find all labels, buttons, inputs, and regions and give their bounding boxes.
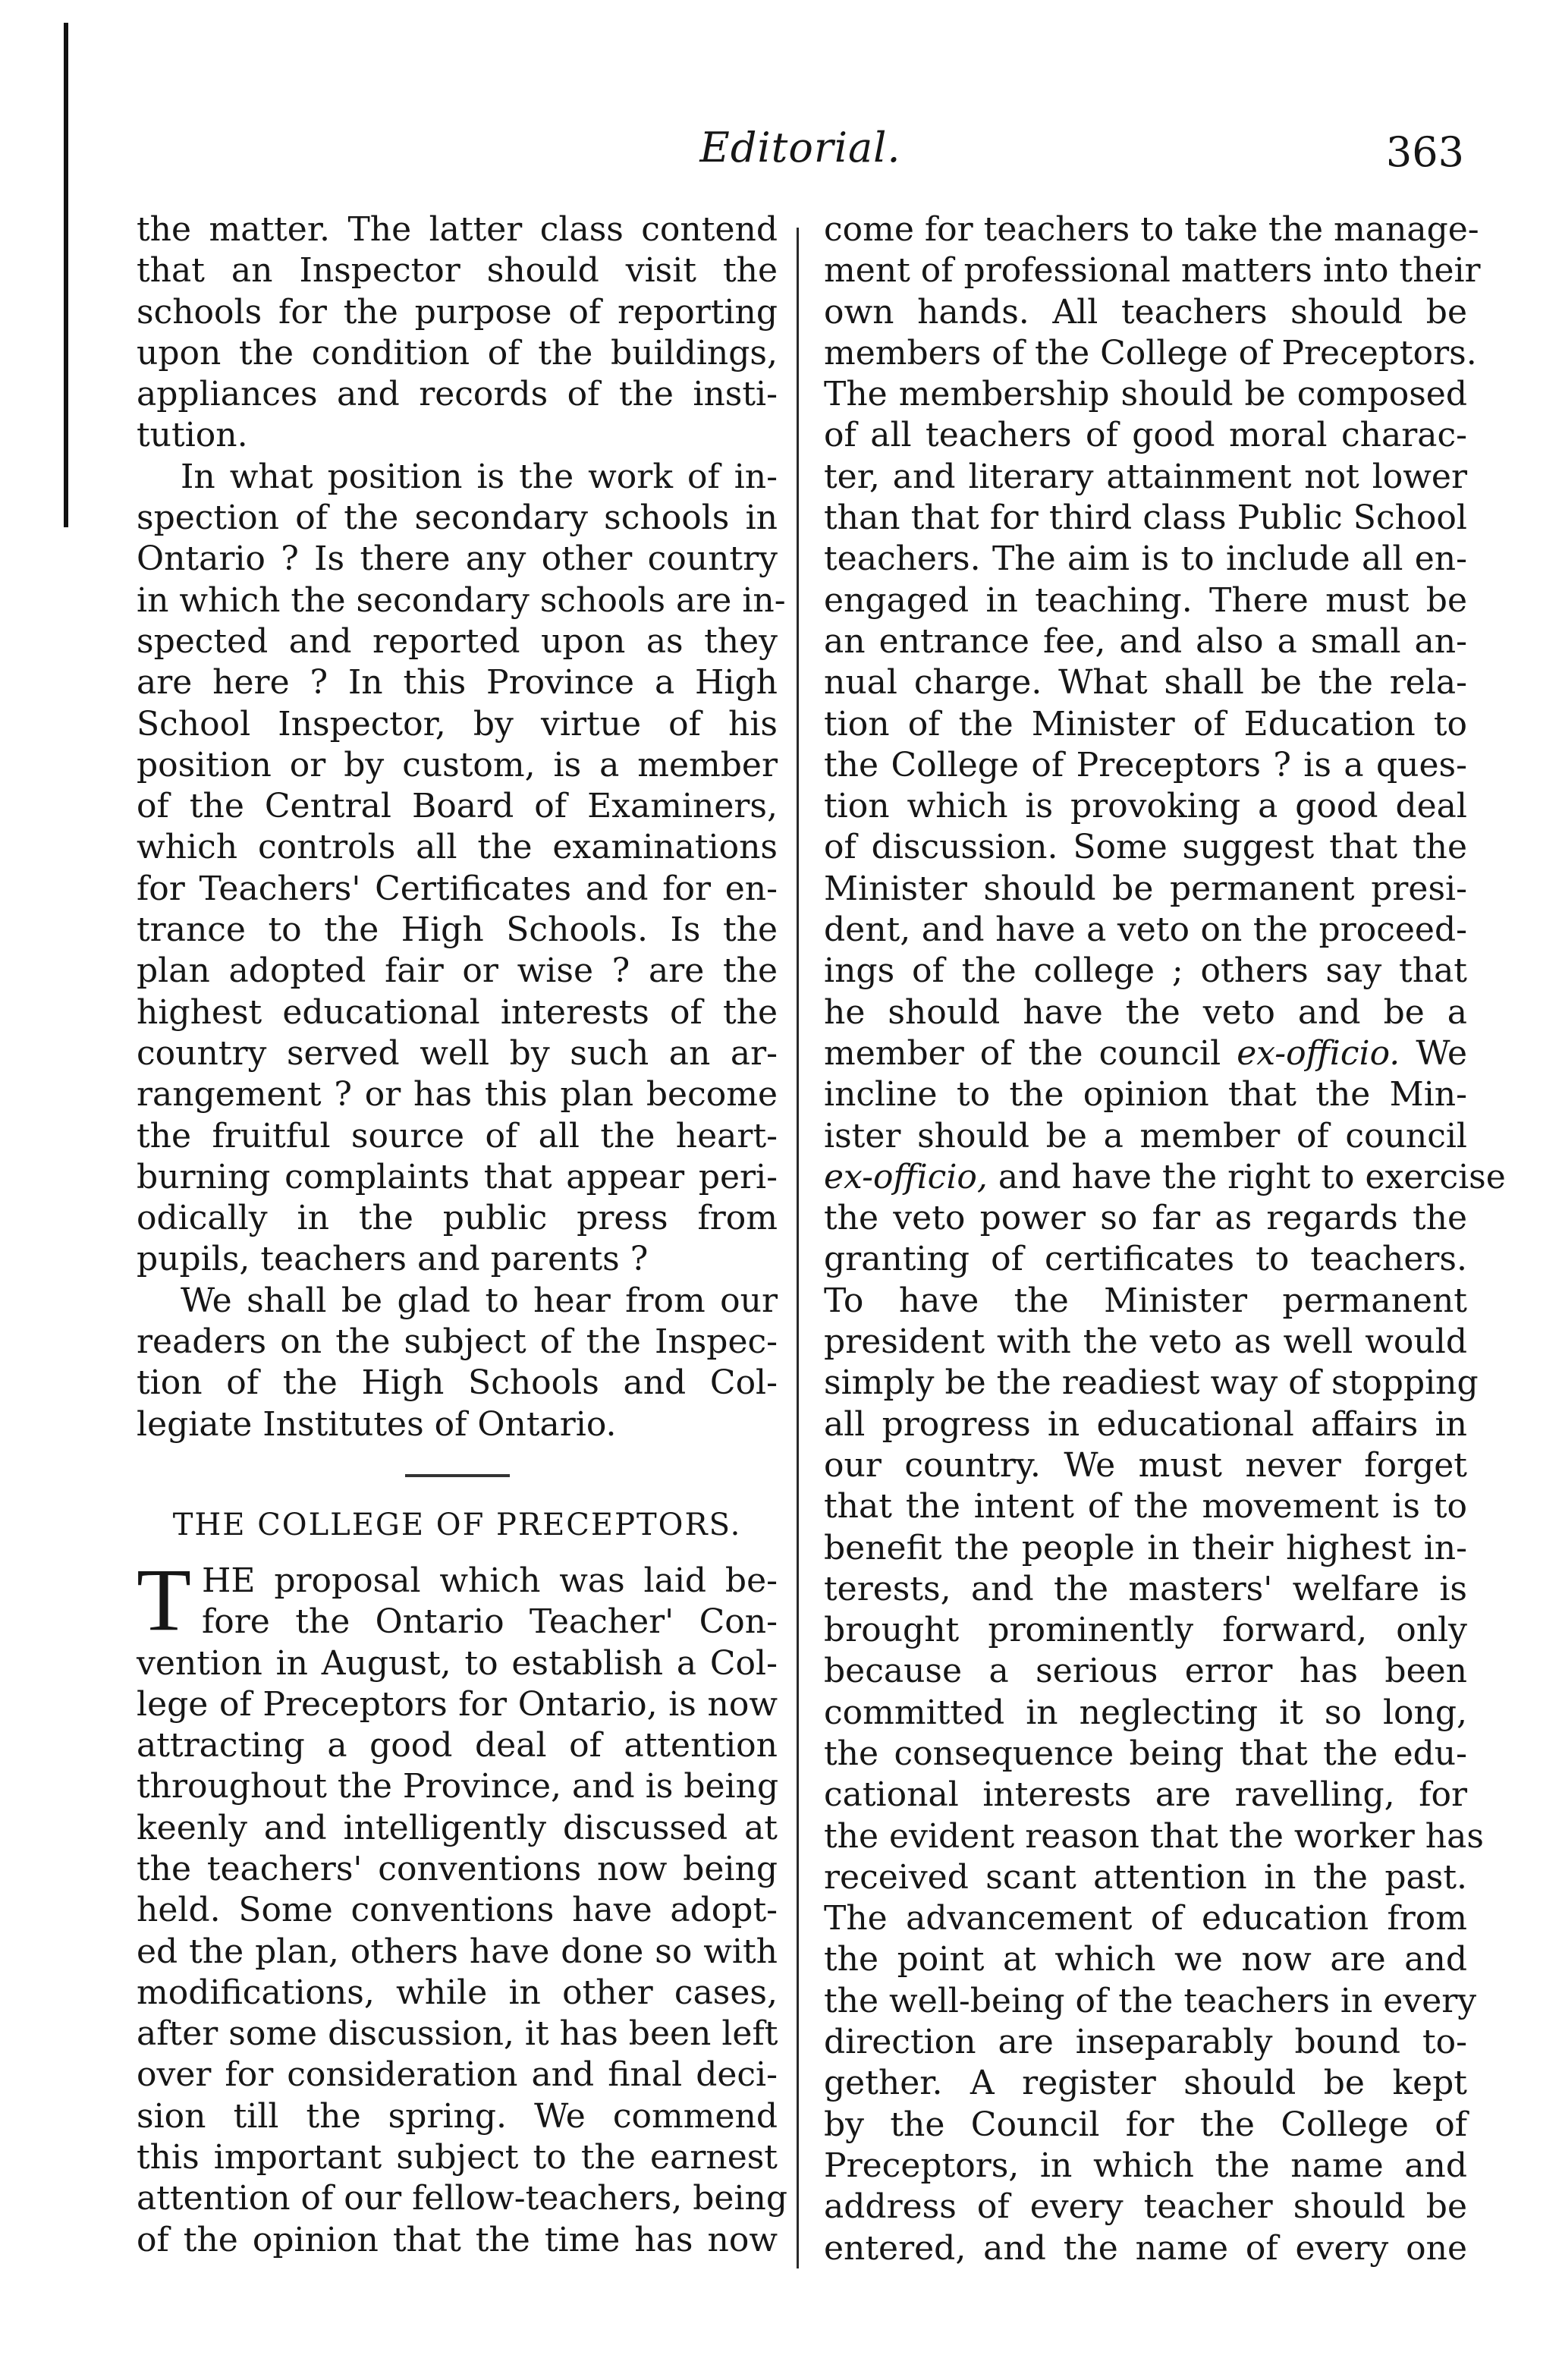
drop-cap: T [137,1549,192,1649]
text-line: vention in August, to establish a Col- [137,1643,778,1683]
running-title: Editorial. [699,124,901,171]
text-line: terests, and the masters' welfare is [824,1569,1467,1608]
text-line: odically in the public press from [137,1199,778,1238]
text-line: incline to the opinion that the Min- [824,1075,1467,1115]
text-line: own hands. All teachers should be [824,292,1467,332]
text-line: the teachers' conventions now being [137,1849,778,1888]
text-line: Preceptors, in which the name and [824,2146,1467,2185]
text-line: ed the plan, others have done so with [137,1932,778,1971]
text-line: School Inspector, by virtue of his [137,704,778,744]
text-span: We [1416,1033,1467,1073]
text-line: ister should be a member of council [824,1116,1467,1155]
text-line: appliances and records of the insti- [137,375,778,414]
text-line: our country. We must never forget [824,1445,1467,1485]
text-line: country served well by such an ar- [137,1033,778,1073]
left-column [137,209,787,2261]
text-line: lege of Preceptors for Ontario, is now [137,1684,778,1724]
text-line: schools for the purpose of reporting [137,292,778,332]
text-line: tion of the High Schools and Col- [137,1363,778,1403]
text-line: he should have the veto and be a [824,992,1467,1032]
text-line: in which the secondary schools are in- [137,580,786,620]
text-line: entered, and the name of every one [824,2228,1467,2268]
text-line: attracting a good deal of attention [137,1726,778,1765]
text-line: upon the condition of the buildings, [137,333,778,373]
text-line: over for consideration and final deci- [137,2055,778,2095]
text-line: fore the Ontario Teacher' Con- [202,1602,778,1642]
text-line: the matter. The latter class contend [137,210,778,249]
text-line: members of the College of Preceptors. [824,333,1477,373]
text-line: the College of Preceptors ? is a ques- [824,745,1467,784]
paragraph [137,1549,787,2261]
text-line: brought prominently forward, only [824,1611,1467,1650]
text-line: the consequence being that the edu- [824,1734,1467,1773]
text-line: that an Inspector should visit the [137,251,778,291]
text-line: held. Some conventions have adopt- [137,1891,778,1930]
text-line: an entrance fee, and also a small an- [824,621,1467,661]
text-line: rangement ? or has this plan become [137,1075,778,1115]
text-span: and have the right to exercise [998,1157,1506,1196]
text-line: attention of our fellow-teachers, being [137,2179,787,2218]
text-line: ment of professional matters into their [824,251,1481,291]
text-line: of the Central Board of Examiners, [137,787,778,826]
text-line: tution. [137,416,248,455]
text-line: the veto power so far as regards the [824,1199,1467,1238]
text-line: come for teachers to take the manage- [824,210,1479,249]
page-number: 363 [1385,128,1464,176]
text-line: the evident reason that the worker has [824,1816,1484,1856]
paragraph [137,457,786,1281]
text-line: plan adopted fair or wise ? are the [137,951,778,991]
text-line: are here ? In this Province a High [137,663,778,703]
paragraph [137,209,778,457]
text-span: member of the council [824,1033,1221,1073]
text-line: legiate Institutes of Ontario. [137,1404,617,1444]
text-line: benefit the people in their highest in- [824,1528,1467,1567]
text-line: spection of the secondary schools in [137,498,778,538]
text-line: ings of the college ; others say that [824,951,1467,991]
text-line: In what position is the work of in- [181,457,778,496]
text-line: address of every teacher should be [824,2187,1467,2227]
text-line [824,1033,1467,1074]
text-line: for Teachers' Certificates and for en- [137,869,778,908]
text-line: the fruitful source of all the heart- [137,1116,778,1155]
text-line: after some discussion, it has been left [137,2014,778,2054]
text-line: throughout the Province, and is being [137,1767,779,1806]
text-line: ter, and literary attainment not lower [824,457,1467,496]
text-line: gether. A register should be kept [824,2064,1467,2103]
text-line: simply be the readiest way of stopping [824,1363,1479,1403]
text-line: engaged in teaching. There must be [824,580,1467,620]
text-line: of all teachers of good moral charac- [824,416,1467,455]
text-line: this important subject to the earnest [137,2138,778,2177]
section-divider [405,1474,510,1477]
text-line: that the intent of the movement is to [824,1487,1467,1526]
text-line: keenly and intelligently discussed at [137,1808,778,1847]
text-line: tion which is provoking a good deal [824,787,1467,826]
text-line: direction are inseparably bound to- [824,2023,1467,2062]
text-line: trance to the High Schools. Is the [137,910,778,950]
text-line: sion till the spring. We commend [137,2096,778,2136]
text-line: pupils, teachers and parents ? [137,1240,649,1279]
text-line: teachers. The aim is to include all en- [824,539,1467,579]
margin-scan-rule [64,23,68,527]
text-line: because a serious error has been [824,1652,1467,1691]
text-line: the point at which we now are and [824,1940,1467,1979]
text-line: tion of the Minister of Education to [824,704,1467,744]
text-line [824,1157,1506,1198]
text-line: the well-being of the teachers in every [824,1981,1477,2020]
italic-text: ex-officio. [1237,1033,1400,1073]
text-line: highest educational interests of the [137,992,778,1032]
text-line: HE proposal which was laid be- [202,1561,778,1600]
text-line: We shall be glad to hear from our [181,1281,778,1320]
right-column [824,209,1506,2269]
text-line: president with the veto as well would [824,1322,1467,1362]
text-line: The advancement of education from [824,1899,1467,1938]
text-line: readers on the subject of the Inspec- [137,1322,778,1362]
text-line: of discussion. Some suggest that the [824,828,1467,867]
text-line: nual charge. What shall be the rela- [824,663,1467,703]
text-line: by the Council for the College of [824,2105,1467,2144]
text-line: The membership should be composed [824,375,1467,414]
text-line: burning complaints that appear peri- [137,1157,778,1196]
text-line: Ontario ? Is there any other country [137,539,778,579]
text-line: of the opinion that the time has now [137,2220,778,2259]
text-line: than that for third class Public School [824,498,1467,538]
column-divider [797,228,799,2268]
text-line: cational interests are ravelling, for [824,1775,1467,1815]
text-line: received scant attention in the past. [824,1857,1467,1897]
text-line: Minister should be permanent presi- [824,869,1467,908]
page-header [137,118,1464,178]
text-line: spected and reported upon as they [137,621,778,661]
paragraph [137,1281,778,1445]
text-line: granting of certificates to teachers. [824,1240,1467,1279]
text-line: all progress in educational affairs in [824,1404,1467,1444]
section-heading: THE COLLEGE OF PRECEPTORS. [172,1507,742,1542]
text-line: modifications, while in other cases, [137,1973,778,2012]
text-line: position or by custom, is a member [137,745,778,784]
text-line: which controls all the examinations [137,828,778,867]
italic-text: ex-officio, [824,1157,988,1196]
text-line: To have the Minister permanent [824,1281,1467,1320]
text-line: dent, and have a veto on the proceed- [824,910,1467,950]
text-line: committed in neglecting it so long, [824,1693,1467,1732]
